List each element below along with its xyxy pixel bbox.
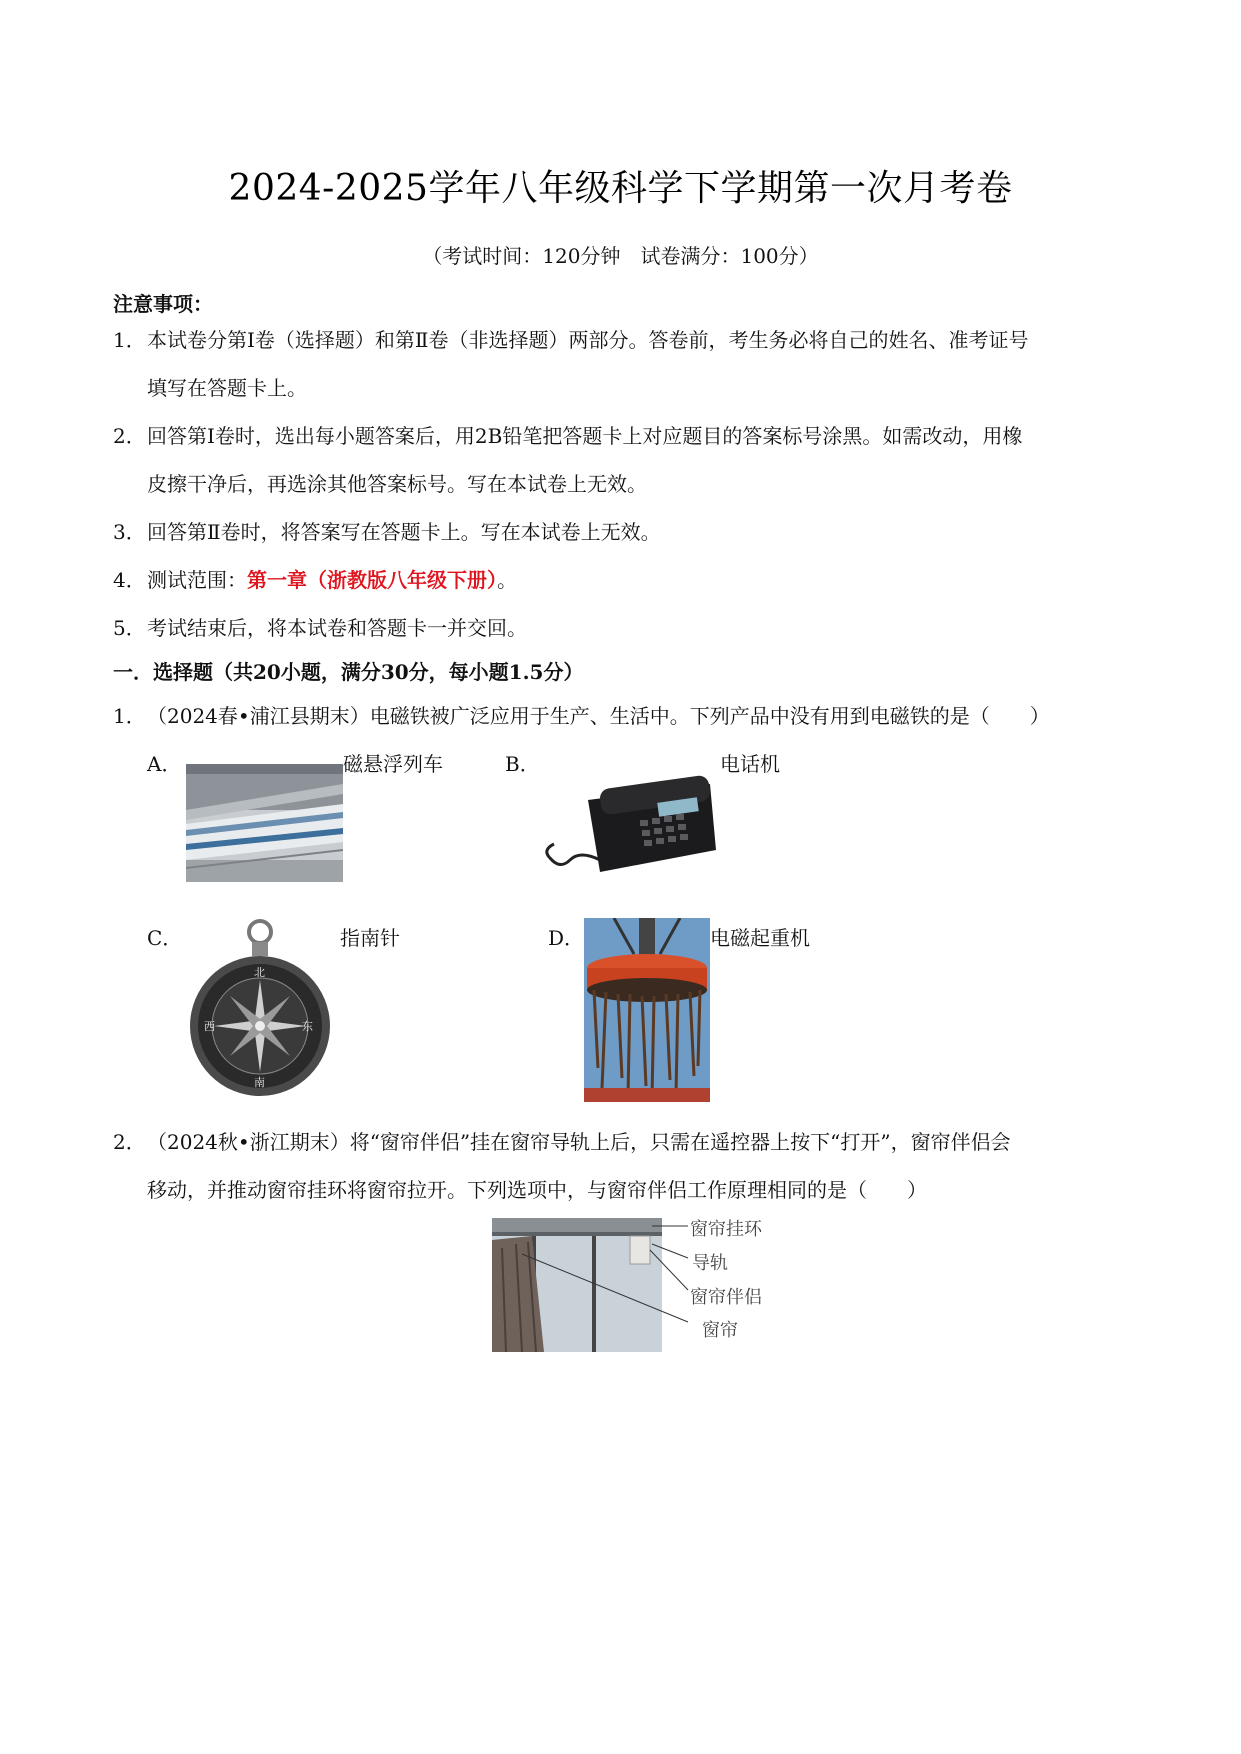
notice-item-2: 2．回答第Ⅰ卷时，选出每小题答案后，用2B铅笔把答题卡上对应题目的答案标号涂黑。如需改动，用橡 xyxy=(113,424,1023,448)
notice-item-1: 1．本试卷分第Ⅰ卷（选择题）和第Ⅱ卷（非选择题）两部分。答卷前，考生务必将自己的姓名、准考证号 xyxy=(113,328,1029,352)
figure-label-rail: 导轨 xyxy=(692,1253,728,1274)
option-d-letter: D． xyxy=(548,926,585,950)
option-d-label: 电磁起重机 xyxy=(710,926,810,950)
notice-item-5: 5．考试结束后，将本试卷和答题卡一并交回。 xyxy=(113,616,527,640)
maglev-train-image xyxy=(186,764,343,882)
compass-east-label: 东 xyxy=(302,1020,313,1033)
question-2: 2．（2024秋•浙江期末）将“窗帘伴侣”挂在窗帘导轨上后，只需在遥控器上按下“打开”，窗帘伴侣会 xyxy=(113,1130,1011,1154)
test-scope: 第一章（浙教版八年级下册） xyxy=(247,568,497,592)
notice-item-3: 3．回答第Ⅱ卷时，将答案写在答题卡上。写在本试卷上无效。 xyxy=(113,520,661,544)
notice-heading: 注意事项： xyxy=(113,292,213,316)
page-title: 2024-2025学年八年级科学下学期第一次月考卷 xyxy=(228,168,1013,209)
notice-item-1-cont: 填写在答题卡上。 xyxy=(147,376,307,400)
compass-north-label: 北 xyxy=(254,966,265,979)
compass-west-label: 西 xyxy=(204,1020,215,1033)
electromagnetic-crane-image xyxy=(584,918,710,1102)
option-a-letter: A． xyxy=(147,752,182,776)
figure-label-curtain: 窗帘 xyxy=(702,1320,738,1341)
option-c-letter: C． xyxy=(147,926,183,950)
section-heading: 一．选择题（共20小题，满分30分，每小题1.5分） xyxy=(113,660,584,684)
option-b-label: 电话机 xyxy=(720,752,780,776)
question-2-cont: 移动，并推动窗帘挂环将窗帘拉开。下列选项中，与窗帘伴侣工作原理相同的是（ ） xyxy=(147,1178,927,1202)
exam-info: （考试时间：120分钟 试卷满分：100分） xyxy=(422,244,819,268)
option-c-label: 指南针 xyxy=(340,926,400,950)
compass-south-label: 南 xyxy=(254,1076,265,1089)
notice-item-4: 4．测试范围：第一章（浙教版八年级下册）。 xyxy=(113,568,517,592)
figure-label-curtain-companion: 窗帘伴侣 xyxy=(690,1287,762,1308)
option-a-label: 磁悬浮列车 xyxy=(343,752,443,776)
telephone-image xyxy=(540,760,720,882)
question-1: 1．（2024春•浦江县期末）电磁铁被广泛应用于生产、生活中。下列产品中没有用到电磁铁的是（ ） xyxy=(113,704,1050,728)
notice-item-2-cont: 皮擦干净后，再选涂其他答案标号。写在本试卷上无效。 xyxy=(147,472,647,496)
figure-label-curtain-ring: 窗帘挂环 xyxy=(690,1219,762,1240)
compass-image xyxy=(190,918,338,1096)
option-b-letter: B． xyxy=(505,752,540,776)
